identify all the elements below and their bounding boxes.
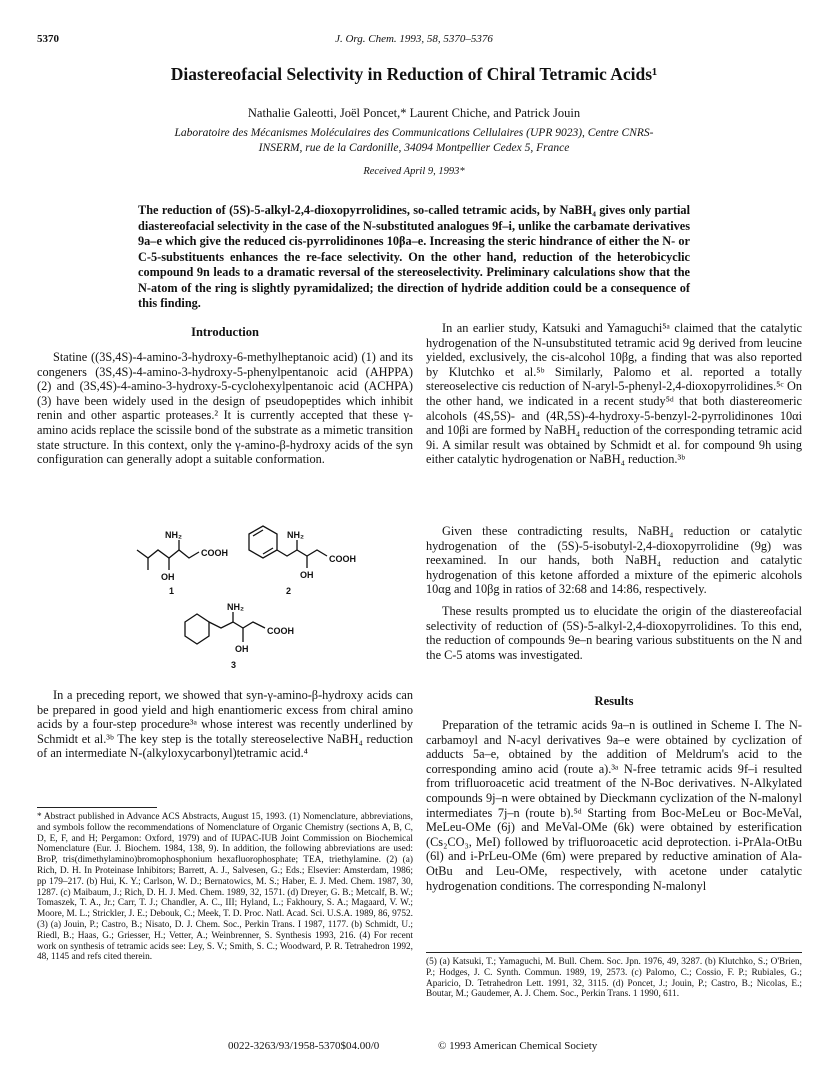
results-paragraph-1: Preparation of the tetramic acids 9a–n is outlined in Scheme I. The N-carbamoyl and N-acyl derivatives 9a–e were obtained by cyclization of adducts 5a–e, obtained by the addition of Meldrum's acid to the corresponding amino acid (route a).³ᵃ N-free tetramic acids 9f–i resulted from trifluoroacetic acid treatment of the N-Boc derivatives. N-Alkylated compounds 9j–n were obtained by Dieckmann cyclization of the N-malonyl intermediates 7j–n (route b).⁵ᵈ Starting from Boc-MeLeu or Boc-MeVal, MeLeu-OMe (6j) and MeVal-OMe (6k) were obtained by esterification (Cs₂CO₃, MeI) followed by trifluoroacetic acid deprotection. i-PrAla-OtBu (6l) and i-PrLeu-OMe (6m) were prepared by reductive amination of Ala-OtBu and Leu-OMe, respectively, with acetone under catalytic hydrogenation conditions. The corresponding N-malonyl [426, 718, 802, 893]
footnote-rule-right [426, 952, 802, 953]
intro-right-paragraph-1: In an earlier study, Katsuki and Yamaguchi⁵ᵃ claimed that the catalytic hydrogenation of the N-unsubstituted tetramic acid 9g derived from leucine yielded, exclusively, the cis-alcohol 10βg, a finding that was also reported by Klutchko et al.⁵ᵇ Similarly, Palomo et al. reported a totally stereoselective cis reduction of N-aryl-5-phenyl-2,4-dioxopyrrolidines.⁵ᶜ On the other hand, we indicated in a recent study⁵ᵈ that both diastereomeric alcohols (4S,5S)- and (4R,5S)-4-hydroxy-5-benzyl-2-pyrrolidinones 10αi and 10βi are formed by NaBH₄ reduction of the corresponding tetramic acid 9i. A similar result was obtained by Schmidt et al. for compound 9h using either catalytic hydrogenation or NaBH₄ reduction.³ᵇ [426, 321, 802, 467]
page-number: 5370 [37, 33, 59, 45]
received-date: Received April 9, 1993* [363, 166, 465, 177]
footer-copyright: © 1993 American Chemical Society [438, 1040, 598, 1052]
structure-2-nh2-label: NH₂ [287, 530, 304, 540]
footnotes-right: (5) (a) Katsuki, T.; Yamaguchi, M. Bull. Chem. Soc. Jpn. 1976, 49, 3287. (b) Klutchko, S.; O'Brien, P.; Hodges, J. C. Synth. Commun. 1989, 19, 2573. (c) Palomo, C.; Cossio, F. P.; Rubiales, G.; Aparicio, D. Tetrahedron Lett. 1991, 32, 3115. (d) Poncet, J.; Jouin, P.; Castro, B.; Nicolas, E.; Boutar, M.; Gaudemer, A. J. Chem. Soc., Perkin Trans. 1 1990, 611. [426, 957, 802, 1000]
structures-figure [37, 524, 413, 680]
affiliation: Laboratoire des Mécanismes Moléculaires des Communications Cellulaires (UPR 9023), Centre CNRS-INSERM, rue de la Cardonille, 34094 Montpellier Cedex 5, France [174, 127, 654, 154]
article-title: Diastereofacial Selectivity in Reduction of Chiral Tetramic Acids¹ [170, 64, 658, 84]
structure-3-bonds [185, 612, 265, 644]
abstract: The reduction of (5S)-5-alkyl-2,4-dioxopyrrolidines, so-called tetramic acids, by NaBH₄ gives only partial diastereofacial selectivity in the case of the N-substituted analogues 9f–i, unlike the carbamate derivatives 9a–e which give the reduced cis-pyrrolidinones 10βa–e. Increasing the steric hindrance of either the N- or C-5-substituents enhances the re-face selectivity. On the other hand, reduction of the heterobicyclic compound 9n leads to a dramatic reversal of the stereoselectivity. Preliminary calculations show that the N-atom of the ring is slightly pyramidalized; the direction of hydride addition could be a consequence of this finding. [138, 203, 690, 310]
structure-1-bonds [137, 540, 199, 570]
footer-code: 0022-3263/93/1958-5370$04.00/0 [228, 1040, 380, 1052]
intro-right-paragraph-2: Given these contradicting results, NaBH₄ reduction or catalytic hydrogenation of the (5S)-5-isobutyl-2,4-dioxopyrrolidine (9g) was reexamined. In our hands, both NaBH₄ reduction and catalytic hydrogenation of this ketone afforded a mixture of the epimeric alcohols 10αg and 10βg in ratios of 32:68 and 14:86, respectively. [426, 524, 802, 597]
results-heading: Results [594, 694, 634, 708]
journal-citation: J. Org. Chem. 1993, 58, 5370–5376 [335, 33, 493, 45]
structure-1-number: 1 [169, 586, 175, 596]
structure-3-nh2-label: NH₂ [227, 602, 244, 612]
footnotes-left: * Abstract published in Advance ACS Abstracts, August 15, 1993. (1) Nomenclature, abbreviations, and symbols follow the recommendations of Nomenclature of Organic Chemistry (sections A, B, C, D, E, F, and H; Pergamon: Oxford, 1979) and of IUPAC-IUB Joint Commission on Biochemical Nomenclature (Eur. J. Biochem. 1984, 138, 9). In addition, the following abbreviations are used: BroP, tris(dimethylamino)bromophosphonium hexafluorophosphate; TEA, triethylamine. (2) (a) Rich, D. H. In Proteinase Inhibitors; Barrett, A. J., Salvesen, G.; Eds.; Elsevier: Amsterdam, 1986; pp 179–217. (b) Hui, K. Y.; Carlson, W. D.; Bernatowics, M. S.; Haber, E. J. Med. Chem. 1987, 30, 1287. (c) Maibaum, J.; Rich, D. H. J. Med. Chem. 1989, 32, 1571. (d) Dreyer, G. B.; Metcalf, B. W.; Tomaszek, T. A., Jr.; Carr, T. J.; Chandler, A. C., III; Hyland, L.; Fakhoury, S. A.; Magaard, V. W.; Moore, M. L.; Strickler, J. E.; Debouk, C.; Meek, T. D. Proc. Natl. Acad. Sci. U.S.A. 1989, 86, 9752. (3) (a) Jouin, P.; Castro, B.; Nisato, D. J. Chem. Soc., Perkin Trans. I 1987, 1177. (b) Schmidt, U.; Riedl, B.; Haas, G.; Griesser, H.; Vetter, A.; Weinbrenner, S. Synthesis 1993, 216. (4) For recent work on synthesis of tetramic acids see: Ley, S. V.; Smith, S. C.; Woodward, P. R. Tetrahedron 1992, 48, 1145 and refs cited therein. [37, 812, 413, 963]
structure-2-oh-label: OH [300, 570, 314, 580]
introduction-paragraph-2: In a preceding report, we showed that syn-γ-amino-β-hydroxy acids can be prepared in good yield and high enantiomeric excess from chiral amino acids by a four-step procedure³ᵃ whose interest was recently underlined by Schmidt et al.³ᵇ The key step is the totally stereoselective NaBH₄ reduction of an intermediate N-(alkyloxycarbonyl)tetramic acid.⁴ [37, 688, 413, 761]
structure-2-number: 2 [286, 586, 292, 596]
intro-right-paragraph-3: These results prompted us to elucidate the origin of the diastereofacial selectivity of reduction of (5S)-5-alkyl-2,4-dioxopyrrolidines. To this end, the reduction of compounds 9e–n bearing various substituents on the N and the C-5 atoms was investigated. [426, 604, 802, 662]
structure-3-number: 3 [231, 660, 237, 670]
structure-1-nh2-label: NH₂ [165, 530, 182, 540]
structure-1-cooh-label: COOH [201, 548, 228, 558]
structure-3-oh-label: OH [235, 644, 249, 654]
structure-2-cooh-label: COOH [329, 554, 356, 564]
structure-3-cooh-label: COOH [267, 626, 294, 636]
footnote-rule-left [37, 807, 157, 808]
introduction-paragraph-1: Statine ((3S,4S)-4-amino-3-hydroxy-6-methylheptanoic acid) (1) and its congeners (3S,4S)-4-amino-3-hydroxy-5-phenylpentanoic acid (AHPPA) (2) and (3S,4S)-4-amino-3-hydroxy-5-cyclohexylpentanoic acid (ACHPA) (3) have been widely used in the design of pseudopeptides which inhibit renin and other aspartic proteases.² It is currently accepted that these γ-amino acids replace the scissile bond of the substrate as a mimetic transition state structure. In this context, only the γ-amino-β-hydroxy acids of the syn configuration can generally adopt a suitable conformation. [37, 350, 413, 467]
structure-1-oh-label: OH [161, 572, 175, 582]
introduction-heading: Introduction [191, 325, 259, 339]
author-list: Nathalie Galeotti, Joël Poncet,* Laurent Chiche, and Patrick Jouin [247, 106, 581, 120]
